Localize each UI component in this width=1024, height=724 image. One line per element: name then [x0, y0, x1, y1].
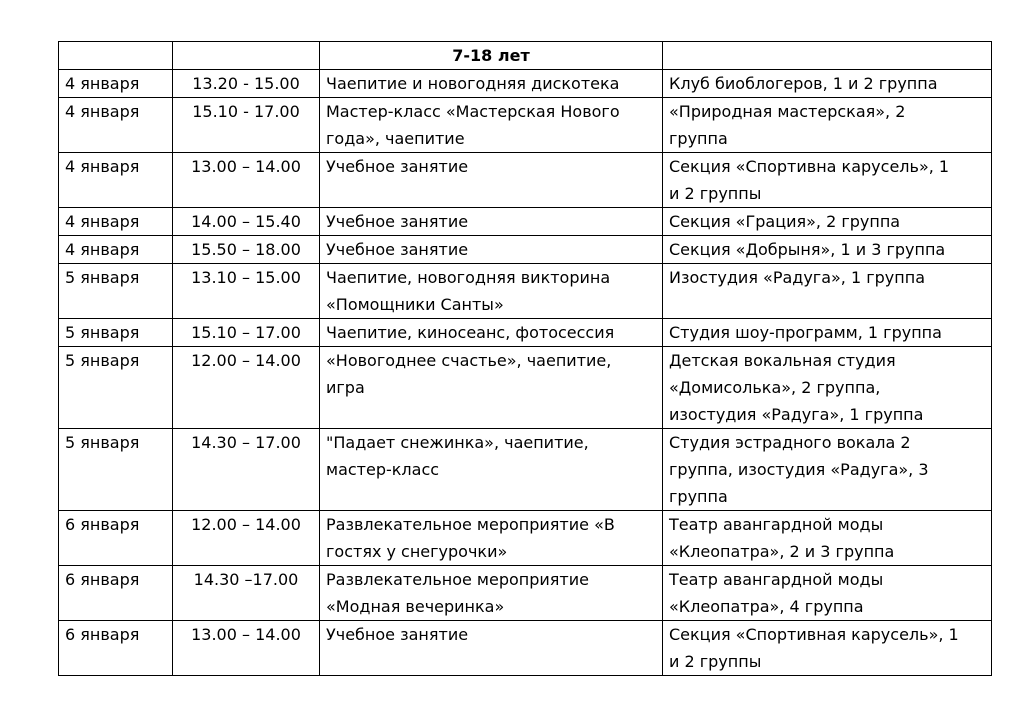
group-line: Секция «Грация», 2 группа	[669, 212, 901, 231]
group-line: группа	[669, 487, 728, 506]
event-cell	[320, 347, 663, 429]
event-line: Развлекательное мероприятие «В	[326, 515, 615, 534]
event-line: мастер-класс	[326, 460, 440, 479]
event-line: "Падает снежинка», чаепитие,	[326, 433, 589, 452]
schedule-table	[58, 41, 992, 676]
time-cell: 12.00 – 14.00	[173, 511, 320, 566]
group-line: группа	[669, 129, 728, 148]
header-cell-group	[663, 42, 992, 70]
group-cell	[663, 236, 992, 264]
group-line: Студия эстрадного вокала 2	[669, 433, 911, 452]
group-line: Студия шоу-программ, 1 группа	[669, 323, 942, 342]
event-line: «Помощники Санты»	[326, 295, 504, 314]
group-cell	[663, 153, 992, 208]
event-cell	[320, 70, 663, 98]
time-cell: 14.30 –17.00	[173, 566, 320, 621]
event-cell	[320, 566, 663, 621]
event-cell	[320, 621, 663, 676]
table-row	[59, 511, 992, 566]
event-cell	[320, 153, 663, 208]
date-cell: 5 января	[59, 319, 173, 347]
event-cell	[320, 319, 663, 347]
event-line: Чаепитие, киносеанс, фотосессия	[326, 323, 615, 342]
group-line: Секция «Спортивная карусель», 1	[669, 625, 959, 644]
event-line: Развлекательное мероприятие	[326, 570, 589, 589]
group-line: Театр авангардной моды	[669, 515, 884, 534]
table-row	[59, 98, 992, 153]
event-line: Чаепитие, новогодняя викторина	[326, 268, 611, 287]
date-cell: 4 января	[59, 98, 173, 153]
time-cell: 13.10 – 15.00	[173, 264, 320, 319]
event-cell	[320, 98, 663, 153]
group-line: изостудия «Радуга», 1 группа	[669, 405, 924, 424]
event-cell	[320, 429, 663, 511]
event-cell	[320, 511, 663, 566]
date-cell: 4 января	[59, 70, 173, 98]
group-line: Изостудия «Радуга», 1 группа	[669, 268, 925, 287]
schedule-body	[59, 42, 992, 676]
table-row	[59, 621, 992, 676]
group-cell	[663, 621, 992, 676]
event-line: Учебное занятие	[326, 212, 469, 231]
time-cell: 13.20 - 15.00	[173, 70, 320, 98]
event-cell	[320, 236, 663, 264]
group-line: Секция «Добрыня», 1 и 3 группа	[669, 240, 946, 259]
event-line: Учебное занятие	[326, 157, 469, 176]
table-row	[59, 347, 992, 429]
event-cell	[320, 208, 663, 236]
event-line: игра	[326, 378, 365, 397]
date-cell: 4 января	[59, 208, 173, 236]
group-line: Клуб биоблогеров, 1 и 2 группа	[669, 74, 938, 93]
time-cell: 15.10 - 17.00	[173, 98, 320, 153]
age-group-heading: 7-18 лет	[320, 42, 663, 70]
event-line: «Новогоднее счастье», чаепитие,	[326, 351, 612, 370]
group-line: «Клеопатра», 4 группа	[669, 597, 864, 616]
group-line: группа, изостудия «Радуга», 3	[669, 460, 929, 479]
group-cell	[663, 264, 992, 319]
header-cell-time	[173, 42, 320, 70]
header-cell-date	[59, 42, 173, 70]
group-line: «Домисолька», 2 группа,	[669, 378, 881, 397]
table-row	[59, 264, 992, 319]
table-row	[59, 70, 992, 98]
time-cell: 13.00 – 14.00	[173, 621, 320, 676]
header-row	[59, 42, 992, 70]
event-line: Чаепитие и новогодняя дискотека	[326, 74, 620, 93]
date-cell: 5 января	[59, 429, 173, 511]
group-cell	[663, 347, 992, 429]
group-line: «Природная мастерская», 2	[669, 102, 906, 121]
group-line: «Клеопатра», 2 и 3 группа	[669, 542, 895, 561]
time-cell: 14.30 – 17.00	[173, 429, 320, 511]
event-line: Учебное занятие	[326, 625, 469, 644]
date-cell: 4 января	[59, 236, 173, 264]
group-line: Театр авангардной моды	[669, 570, 884, 589]
event-line: «Модная вечеринка»	[326, 597, 505, 616]
group-cell	[663, 98, 992, 153]
time-cell: 12.00 – 14.00	[173, 347, 320, 429]
table-row	[59, 236, 992, 264]
date-cell: 6 января	[59, 621, 173, 676]
group-line: и 2 группы	[669, 652, 762, 671]
group-line: и 2 группы	[669, 184, 762, 203]
group-cell	[663, 511, 992, 566]
group-cell	[663, 429, 992, 511]
group-line: Детская вокальная студия	[669, 351, 896, 370]
date-cell: 5 января	[59, 264, 173, 319]
table-row	[59, 208, 992, 236]
date-cell: 4 января	[59, 153, 173, 208]
time-cell: 15.10 – 17.00	[173, 319, 320, 347]
group-cell	[663, 70, 992, 98]
group-line: Секция «Спортивна карусель», 1	[669, 157, 950, 176]
time-cell: 14.00 – 15.40	[173, 208, 320, 236]
event-line: Учебное занятие	[326, 240, 469, 259]
date-cell: 6 января	[59, 511, 173, 566]
event-cell	[320, 264, 663, 319]
group-cell	[663, 319, 992, 347]
table-row	[59, 153, 992, 208]
time-cell: 15.50 – 18.00	[173, 236, 320, 264]
event-line: Мастер-класс «Мастерская Нового	[326, 102, 620, 121]
event-line: гостях у снегурочки»	[326, 542, 508, 561]
table-row	[59, 319, 992, 347]
date-cell: 5 января	[59, 347, 173, 429]
event-line: года», чаепитие	[326, 129, 465, 148]
time-cell: 13.00 – 14.00	[173, 153, 320, 208]
table-row	[59, 429, 992, 511]
date-cell: 6 января	[59, 566, 173, 621]
group-cell	[663, 208, 992, 236]
group-cell	[663, 566, 992, 621]
table-row	[59, 566, 992, 621]
